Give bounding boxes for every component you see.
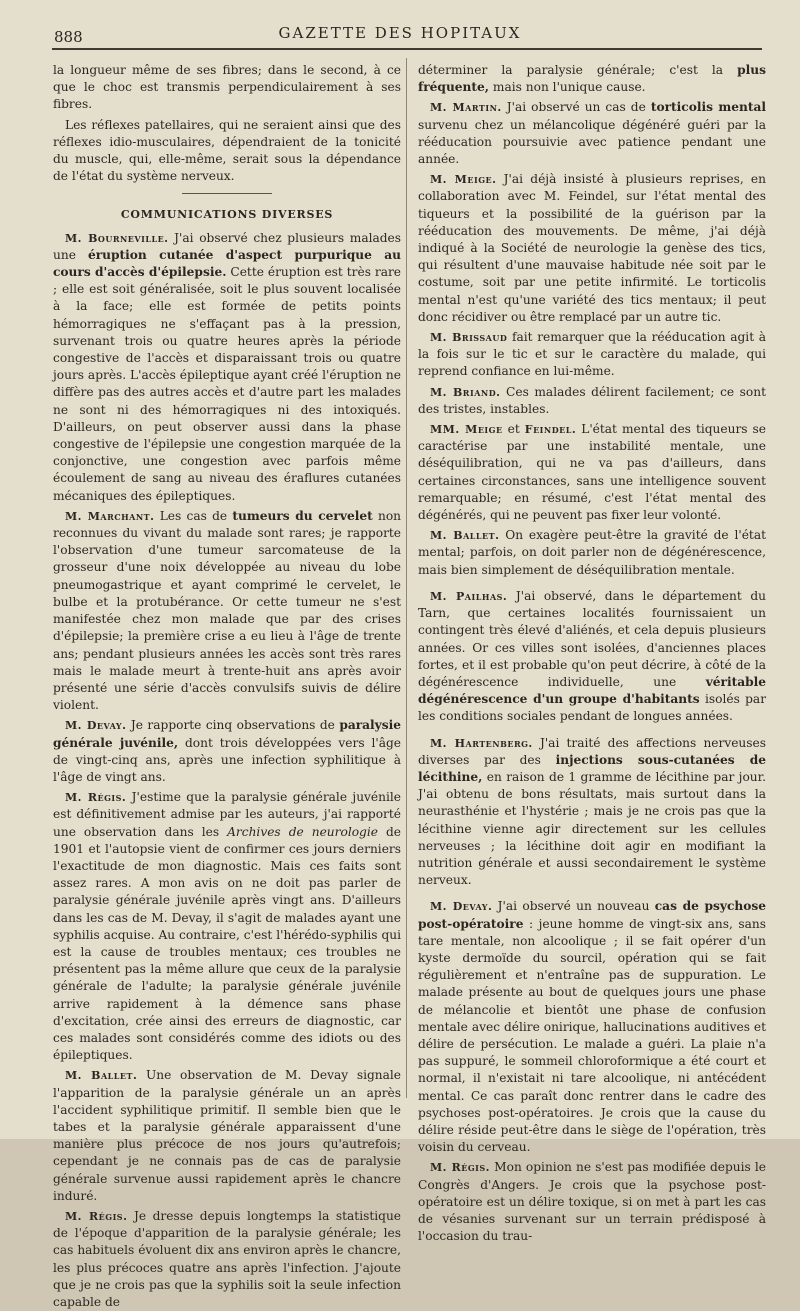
topic-emphasis: paralysie générale juvénile, (53, 718, 402, 750)
speaker-name: M. Régis. (65, 791, 127, 805)
journal-title: Archives de neurologie (227, 824, 378, 839)
paragraph (53, 62, 401, 114)
communication-devay-2 (418, 898, 766, 1156)
paragraph-text: Une observation de M. Devay signale l'apparition de la paralysie générale un an après l'accident syphilitique primitif. Il semble bien que le tabes et la paralysie générale apparaissent d'une manière plus précoce de nos jours qu'autrefois; cependant je ne connais pas de cas de paralysie générale survenue aussi rapidement après le chancre induré. (53, 1068, 401, 1203)
communication-martin (418, 99, 766, 168)
communication-devay (53, 717, 401, 786)
paragraph-text: J'ai traité des affections nerveuses diverses par des (418, 735, 767, 767)
speaker-name: Feindel. (524, 423, 577, 437)
page-header (0, 0, 800, 60)
speaker-name: M. Devay. (65, 719, 127, 733)
topic-emphasis: torticolis mental (650, 100, 767, 115)
speaker-name: M. Bourneville. (65, 231, 169, 245)
paragraph-text: Les cas de (159, 508, 228, 523)
paragraph (418, 62, 766, 96)
paragraph-text: dont trois développées vers l'âge de vingt-cinq ans, après une infection syphilitique à l'âge de vingt ans. (53, 735, 402, 784)
speaker-name: M. Martin. (430, 101, 502, 115)
speaker-name: M. Ballet. (430, 529, 500, 543)
communication-regis-2 (53, 1208, 401, 1311)
communication-bourneville (53, 230, 401, 505)
speaker-name: M. Briand. (430, 385, 501, 399)
speaker-name: MM. Meige (430, 423, 503, 437)
communication-regis (53, 789, 401, 1064)
paragraph-text: fait remarquer que la rééducation agit à la fois sur le tic et sur le caractère du malade, qui reprend confiance en lui-même. (418, 330, 767, 379)
paragraph-text: On exagère peut-être la gravité de l'état mental; parfois, on doit parler non de dégénérescence, mais bien simplement de déséquilibration mentale. (418, 528, 766, 577)
topic-emphasis: éruption cutanée d'aspect purpurique au cours d'accès d'épilepsie. (53, 247, 401, 280)
speaker-name: M. Marchant. (65, 509, 155, 523)
paragraph-text: de 1901 et l'autopsie vient de confirmer ces jours derniers l'exactitude de mon diagnostic. Mais ces faits sont assez rares. A mon avis on ne doit pas parler de paralysie générale juvénile après vingt ans. D'ailleurs dans les cas de M. Devay, il s'agit de malades ayant une syphilis acquise. Au contraire, c'est l'hérédo-syphilis qui est la cause de troubles mentaux; ces troubles ne présentent pas la même allure que ceux de la paralysie générale de l'adulte; la paralysie générale juvénile arrive rapidement à la démence sans phase d'excitation, crée ainsi des erreurs de diagnostic, car ces malades sont considérés comme des idiots ou des épileptiques. (53, 824, 402, 1063)
paragraph-text: non reconnues du vivant du malade sont rares; je rapporte l'observation d'une tumeur sarcomateuse de la grosseur d'une noix développée au niveau du lobe pneumogastrique et ayant comprimé le cervelet, le bulbe et la protubérance. Or cette tumeur ne s'est manifestée chez mon malade que par des crises d'épilepsie; la première crise a eu lieu à l'âge de trente ans; pendant plusieurs années les accès sont très rares mais le malade meurt à trente-huit ans après avoir présenté une série d'accès convulsifs suivis de délire violent. (53, 508, 402, 713)
topic-emphasis: tumeurs du cervelet (232, 508, 373, 523)
communication-regis-3 (418, 1159, 766, 1245)
paragraph-text: déterminer la paralysie générale; c'est la (418, 63, 724, 77)
speaker-name: M. Régis. (65, 1210, 128, 1223)
speaker-name: M. Brissaud (430, 331, 508, 345)
speaker-name: M. Ballet. (65, 1069, 138, 1083)
section-rule (182, 193, 272, 194)
paragraph-text: Ces malades délirent facilement; ce sont des tristes, instables. (418, 384, 767, 416)
paragraph-text: Les réflexes patellaires, qui ne seraient ainsi que des réflexes idio-musculaires, dépendraient de la tonicité du muscle, qui, elle-même, serait sous la dépendance de l'état du système nerveux. (53, 117, 401, 184)
paragraph-text: Je rapporte cinq observations de (130, 718, 335, 733)
left-column (53, 62, 402, 1310)
paragraph-text: J'estime que la paralysie générale juvénile est définitivement admise par les auteurs, j'ai rapporté une observation dans les (53, 790, 402, 839)
communication-brissaud (418, 329, 766, 381)
communication-briand (418, 384, 766, 418)
topic-emphasis: plus fréquente, (418, 63, 766, 95)
paragraph-text: J'ai observé chez plusieurs malades une (53, 230, 402, 262)
paragraph-text: la longueur même de ses fibres; dans le second, à ce que le choc est transmis perpendiculairement à ses fibres. (53, 63, 401, 112)
communication-meige (418, 171, 766, 326)
paragraph-text: J'ai observé, dans le département du Tarn, que certaines localités fournissaient un contingent très élevé d'aliénés, et cela depuis plusieurs années. Or ces villes sont isolées, d'anciennes places fortes, et il est probable qu'on peut décrire, à côté de la dégénérescence individuelle, une (418, 588, 766, 689)
speaker-name: M. Meige. (430, 173, 497, 187)
paragraph-text: J'ai observé un nouveau (497, 899, 650, 914)
paragraph-text: mais non l'unique cause. (492, 80, 646, 95)
running-title: GAZETTE DES HOPITAUX (278, 24, 522, 42)
speaker-name: M. Hartenberg. (430, 736, 533, 750)
communication-marchant (53, 508, 401, 714)
paragraph-text: J'ai observé un cas de (506, 100, 646, 115)
communication-ballet (53, 1067, 401, 1205)
paragraph-text: Je dresse depuis longtemps la statistique de l'époque d'apparition de la paralysie générale; les cas habituels évoluent dix ans environ après le chancre, les plus précoces quatre ans après l'infection. J'ajoute que je ne crois pas que la syphilis soit la seule infection capable de (53, 1209, 402, 1310)
topic-emphasis: cas de psychose post-opératoire (418, 899, 767, 931)
paragraph-text: isolés par les conditions sociales pendant de longues années. (418, 692, 767, 724)
paragraph-text: L'état mental des tiqueurs se caractérise par une instabilité mentale, une déséquilibration, qui ne va pas d'ailleurs, dans certaines circonstances, sans une intelligence souvent remarquable; en résumé, c'est l'état mental des dégénérés, qui ne peuvent pas fixer leur volonté. (418, 422, 767, 523)
speaker-name: M. Régis. (430, 1161, 490, 1175)
communication-pailhas (418, 588, 766, 726)
communication-ballet-2 (418, 527, 766, 579)
paragraph-text: : jeune homme de vingt-six ans, sans tare mentale, non alcoolique ; il se fait opérer d'un kyste dermoïde du sourcil, opération qui se fait régulièrement et n'entraîne pas de suppuration. Le malade présente au bout de quelques jours une phase de mélancolie et bientôt une phase de confusion mentale avec délire onirique, hallucinations auditives et délire de persécution. Le malade a guéri. La plaie n'a pas suppuré, le sommeil chloroformique a été court et normal, il n'existait ni tare alcoolique, ni antécédent mental. Ce cas paraît donc rentrer dans le cadre des psychoses post-opératoires. Je crois que la cause du délire réside peut-être dans le siège de l'opération, très voisin du cerveau. (418, 916, 767, 1155)
paragraph-text: survenu chez un mélancolique dégénéré guéri par la rééducation poursuivie avec patience pendant une année. (418, 117, 766, 167)
paragraph-text: J'ai déjà insisté à plusieurs reprises, en collaboration avec M. Feindel, sur l'état mental des tiqueurs et la possibilité de la guérison par la rééducation des mouvements. De même, j'ai déjà indiqué à la Société de neurologie la genèse des tics, qui résultent d'une mauvaise habitude née soit par le costume, soit par une petite infirmité. Le torticolis mental n'est qu'une variété des tics mentaux; il peut donc récidiver ou être remplacé par un autre tic. (418, 172, 766, 324)
paragraph-text: Mon opinion ne s'est pas modifiée depuis le Congrès d'Angers. Je crois que la psychose post-opératoire est un délire toxique, si on met à part les cas de vésanies survenant sur un terrain prédisposé à l'occasion du trau- (418, 1160, 766, 1244)
paragraph (53, 117, 401, 186)
page-number: 888 (54, 28, 83, 46)
paragraph-text: Cette éruption est très rare ; elle est soit généralisée, soit le plus souvent localisée à la face; elle est formée de petits points hémorragiques ne s'effaçant pas à la pression, survenant trois ou quatre heures après la période congestive de l'accès et disparaissant trois ou quatre jours après. L'accès épileptique ayant créé l'éruption ne diffère pas des autres accès et d'autre part les malades ne sont ni des hémorragiques ni des intoxiqués. D'ailleurs, on peut observer aussi dans la phase congestive de l'épilepsie une congestion marquée de la conjonctive, une congestion avec parfois même écoulement de sang au niveau des éraflures cutanées mécaniques des épileptiques. (53, 265, 402, 503)
paragraph-text: et (507, 422, 520, 437)
header-rule (52, 48, 762, 50)
topic-emphasis: véritable dégénérescence d'un groupe d'habitants (418, 674, 767, 707)
topic-emphasis: injections sous-cutanées de lécithine, (418, 752, 767, 784)
speaker-name: M. Devay. (430, 900, 493, 914)
communication-meige-feindel (418, 421, 766, 524)
section-title: COMMUNICATIONS DIVERSES (120, 208, 334, 222)
column-divider (406, 58, 407, 1098)
paragraph-text: en raison de 1 gramme de lécithine par jour. J'ai obtenu de bons résultats, mais surtout dans la neurasthénie et l'hystérie ; mais je ne crois pas que la lécithine vienne agir directement sur les cellules nerveuses ; la lécithine doit agir en modifiant la nutrition générale et aussi secondairement le système nerveux. (418, 769, 767, 888)
right-column (418, 62, 767, 1244)
speaker-name: M. Pailhas. (430, 589, 508, 603)
communication-hartenberg (418, 735, 766, 890)
